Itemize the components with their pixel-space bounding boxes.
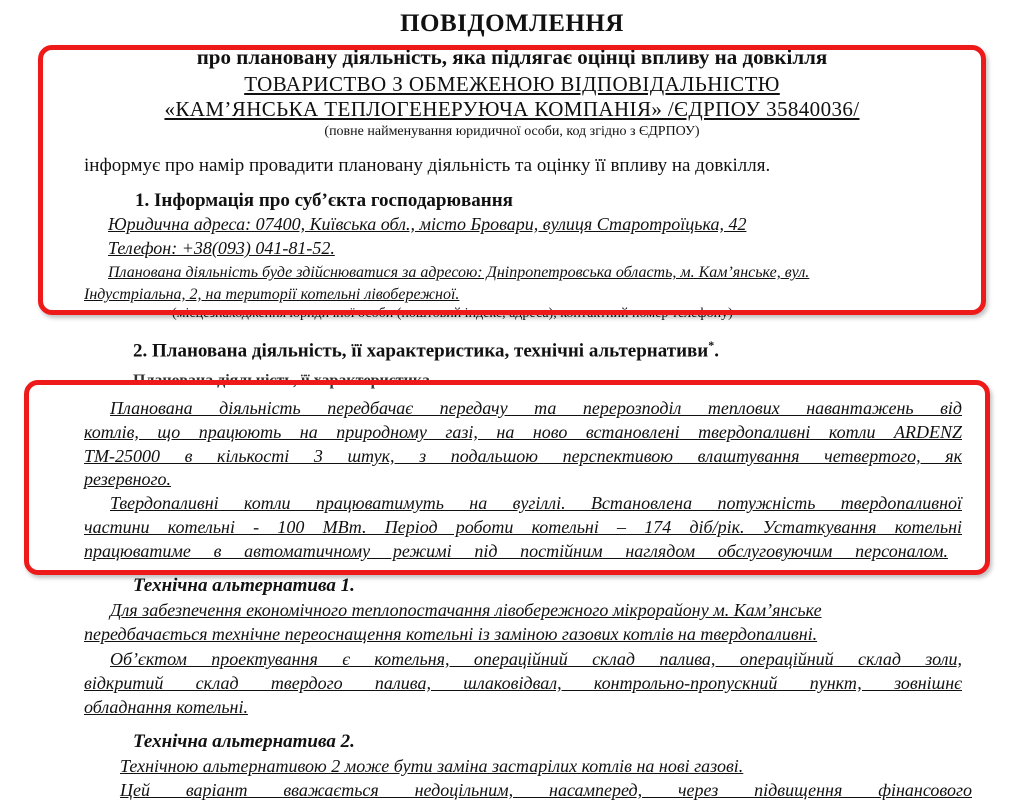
document-subtitle: про плановану діяльність, яка підлягає оцінці впливу на довкілля <box>196 45 828 69</box>
alt1-line3: Об’єктом проектування є котельня, операційний склад палива, операційний склад золи, <box>110 649 962 669</box>
para1-line3: ТМ-25000 в кількості 3 штук, з подальшою перспективою влаштування четвертого, як <box>84 446 962 466</box>
section2-subheading: Планована діяльність, її характеристика. <box>133 372 434 389</box>
alt1-line2: передбачається технічне переоснащення котельні із заміною газових котлів на твердопаливні. <box>84 624 818 644</box>
para1-line2: котлів, що працюють на природному газі, на ново встановлені твердопаливні котли ARDENZ <box>84 422 962 442</box>
alt1-heading: Технічна альтернатива 1. <box>133 575 355 596</box>
para1-line4: резервного. <box>84 469 172 489</box>
alt2-line1: Технічною альтернативою 2 може бути заміна застарілих котлів на нові газові. <box>120 756 744 776</box>
alt1-line5: обладнання котельні. <box>84 697 248 717</box>
alt1-line1: Для забезпечення економічного теплопостачання лівобережного мікрорайону м. Кам’янське <box>110 600 822 620</box>
intro-text: інформує про намір провадити плановану діяльність та оцінку її впливу на довкілля. <box>84 155 771 176</box>
section1-heading: 1. Інформація про суб’єкта господарювання <box>135 190 513 211</box>
para2-line1: Твердопаливні котли працюватимуть на вугіллі. Встановлена потужність твердопаливної <box>110 493 962 513</box>
footnote-marker: * <box>708 338 715 352</box>
org-name-caption: (повне найменування юридичної особи, код згідно з ЄДРПОУ) <box>324 124 700 139</box>
location-caption: (місцезнаходження юридичної особи (поштовий індекс, адреса), контактний номер телефону) <box>172 306 733 321</box>
org-name-line1: ТОВАРИСТВО З ОБМЕЖЕНОЮ ВІДПОВІДАЛЬНІСТЮ <box>244 72 780 96</box>
org-name-line2: «КАМ’ЯНСЬКА ТЕПЛОГЕНЕРУЮЧА КОМПАНІЯ» /ЄДРПОУ 35840036/ <box>164 97 860 121</box>
location-line1: Планована діяльність буде здійснюватися за адресою: Дніпропетровська область, м. Кам’янське, вул. <box>108 264 810 281</box>
legal-address: Юридична адреса: 07400, Київська обл., місто Бровари, вулиця Старотроїцька, 42 <box>108 214 747 234</box>
section2-heading-text: 2. Планована діяльність, її характеристика, технічні альтернативи <box>133 340 709 362</box>
phone-number: Телефон: +38(093) 041-81-52. <box>108 238 335 258</box>
document-title: ПОВІДОМЛЕННЯ <box>400 10 624 37</box>
location-line2: Індустріальна, 2, на території котельні лівобережної. <box>84 286 460 303</box>
para2-line3: працюватиме в автоматичному режимі під постійним наглядом обслуговуючим персоналом. <box>84 541 948 561</box>
section2-heading: 2. Планована діяльність, її характеристика, технічні альтернативи*. <box>133 338 719 362</box>
para2-line2: частини котельні - 100 МВт. Період роботи котельні – 174 діб/рік. Устаткування котельні <box>84 517 962 537</box>
alt2-line2: Цей варіант вважається недоцільним, насамперед, через підвищення фінансового <box>120 780 972 800</box>
alt2-heading: Технічна альтернатива 2. <box>133 731 355 752</box>
alt1-line4: відкритий склад твердого палива, шлаковідвал, контрольно-пропускний пункт, зовнішнє <box>84 673 962 693</box>
para1-line1: Планована діяльність передбачає передачу та перерозподіл теплових навантажень від <box>110 398 962 418</box>
